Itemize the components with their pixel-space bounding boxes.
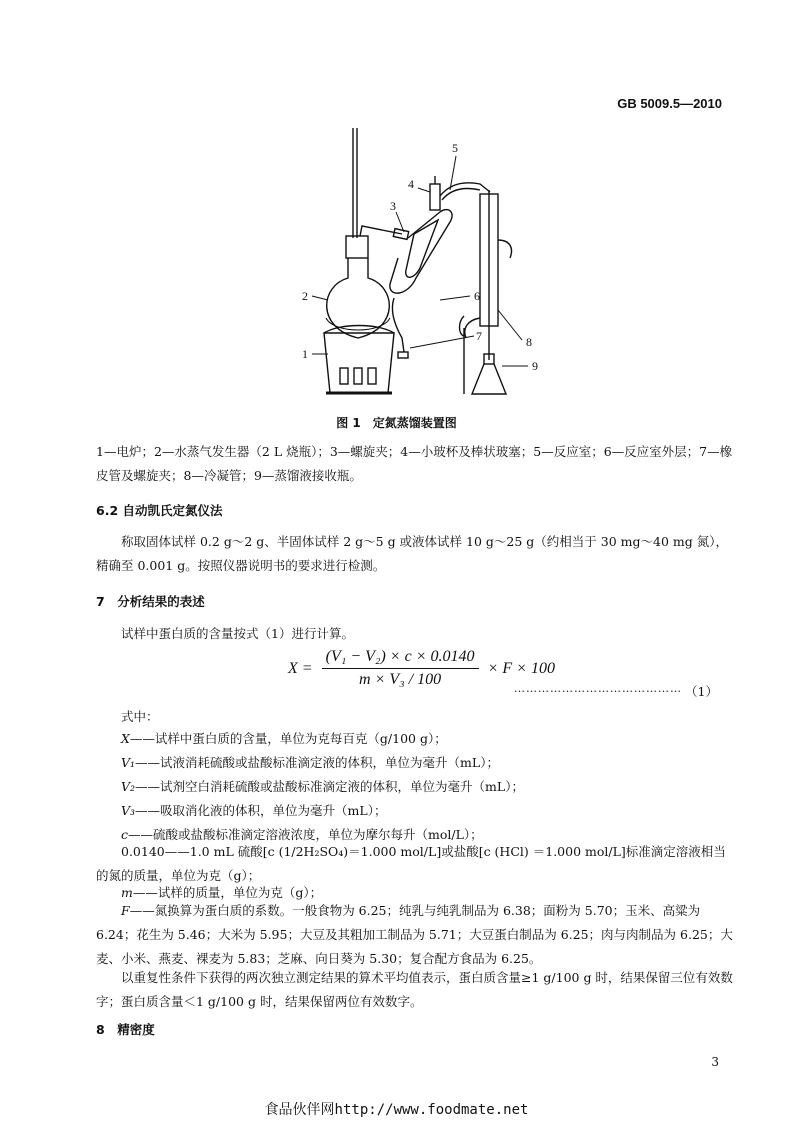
definition-m: m——试样的质量，单位为克（g）；: [121, 885, 323, 900]
footer-watermark: 食品伙伴网http://www.foodmate.net: [264, 1102, 529, 1118]
equation-number: （1）: [685, 684, 718, 699]
definition-v1: V₁——试液消耗硫酸或盐酸标准滴定液的体积，单位为毫升（mL）；: [121, 755, 499, 770]
figure-label: 5: [452, 141, 458, 155]
equation-denominator: m × V₃ / 100: [359, 671, 442, 688]
equation-rhs: × F × 100: [487, 660, 555, 677]
figure-label: 6: [474, 289, 480, 303]
figure-label: 9: [532, 359, 538, 373]
equation-fraction: [322, 648, 479, 689]
figure-label: 3: [390, 199, 396, 213]
figure-legend: 1—电炉；2—水蒸气发生器（2 L 烧瓶）；3—螺旋夹；4—小玻杯及棒状玻塞；5—反应室；6—反应室外层；7—橡皮管及螺旋夹；8—冷凝管；9—蒸馏液接收瓶。: [96, 444, 733, 483]
section-heading: 6.2 自动凯氏定氮仪法: [96, 503, 223, 518]
definition-v3: V₃——吸取消化液的体积，单位为毫升（mL）；: [121, 803, 387, 818]
paragraph: 称取固体试样 0.2 g～2 g、半固体试样 2 g～5 g 或液体试样 10 g～25 g（约相当于 30 mg～40 mg 氮），精确至 0.001 g。按照仪器说明书的要求进行检测。: [96, 534, 728, 573]
standard-number: GB 5009.5—2010: [617, 96, 722, 111]
definition-c: c——硫酸或盐酸标准滴定溶液浓度，单位为摩尔每升（mol/L）；: [121, 827, 483, 842]
result-paragraph: 以重复性条件下获得的两次独立测定结果的算术平均值表示，蛋白质含量≥1 g/100 g 时，结果保留三位有效数字；蛋白质含量＜1 g/100 g 时，结果保留两位有效数字。: [96, 970, 733, 1009]
figure-label: 2: [302, 289, 308, 303]
figure-label: 4: [408, 177, 414, 191]
definition-x: X——试样中蛋白质的含量，单位为克每百克（g/100 g）；: [121, 731, 447, 746]
figure-label: 8: [526, 335, 532, 349]
page-number: 3: [711, 1055, 719, 1069]
equation-numerator: (V₁ − V₂) × c × 0.0140: [322, 648, 479, 669]
section-heading: 8 精密度: [96, 1022, 155, 1037]
section-heading: 7 分析结果的表述: [96, 594, 205, 609]
figure-caption: 图 1 定氮蒸馏装置图: [336, 416, 457, 430]
paragraph: 试样中蛋白质的含量按式（1）进行计算。: [121, 626, 354, 641]
where-label: 式中：: [121, 709, 159, 724]
figure-label: 7: [476, 329, 482, 343]
definition-f: F——氮换算为蛋白质的系数。一般食物为 6.25；纯乳与纯乳制品为 6.38；面粉为 5.70；玉米、高粱为 6.24；花生为 5.46；大米为 5.95；大豆及其粗加工制品为 5.71；大豆蛋白制品为 6.25；肉与肉制品为 6.25；大麦、小米、燕麦、裸麦为 5.83；芝麻、向日葵为 5.30；复合配方食品为 6.25。: [96, 903, 733, 966]
definition-0140: 0.0140——1.0 mL 硫酸[c (1/2H₂SO₄)＝1.000 mol/L]或盐酸[c (HCl) ＝1.000 mol/L]标准滴定溶液相当的氮的质量，单位为克（g）；: [96, 844, 726, 883]
equation-lhs: X =: [288, 660, 313, 677]
equation-leader: ……………………………………: [514, 682, 682, 695]
definition-v2: V₂——试剂空白消耗硫酸或盐酸标准滴定液的体积，单位为毫升（mL）；: [121, 779, 524, 794]
figure-label: 1: [302, 347, 308, 361]
distillation-apparatus-figure: [290, 128, 560, 400]
